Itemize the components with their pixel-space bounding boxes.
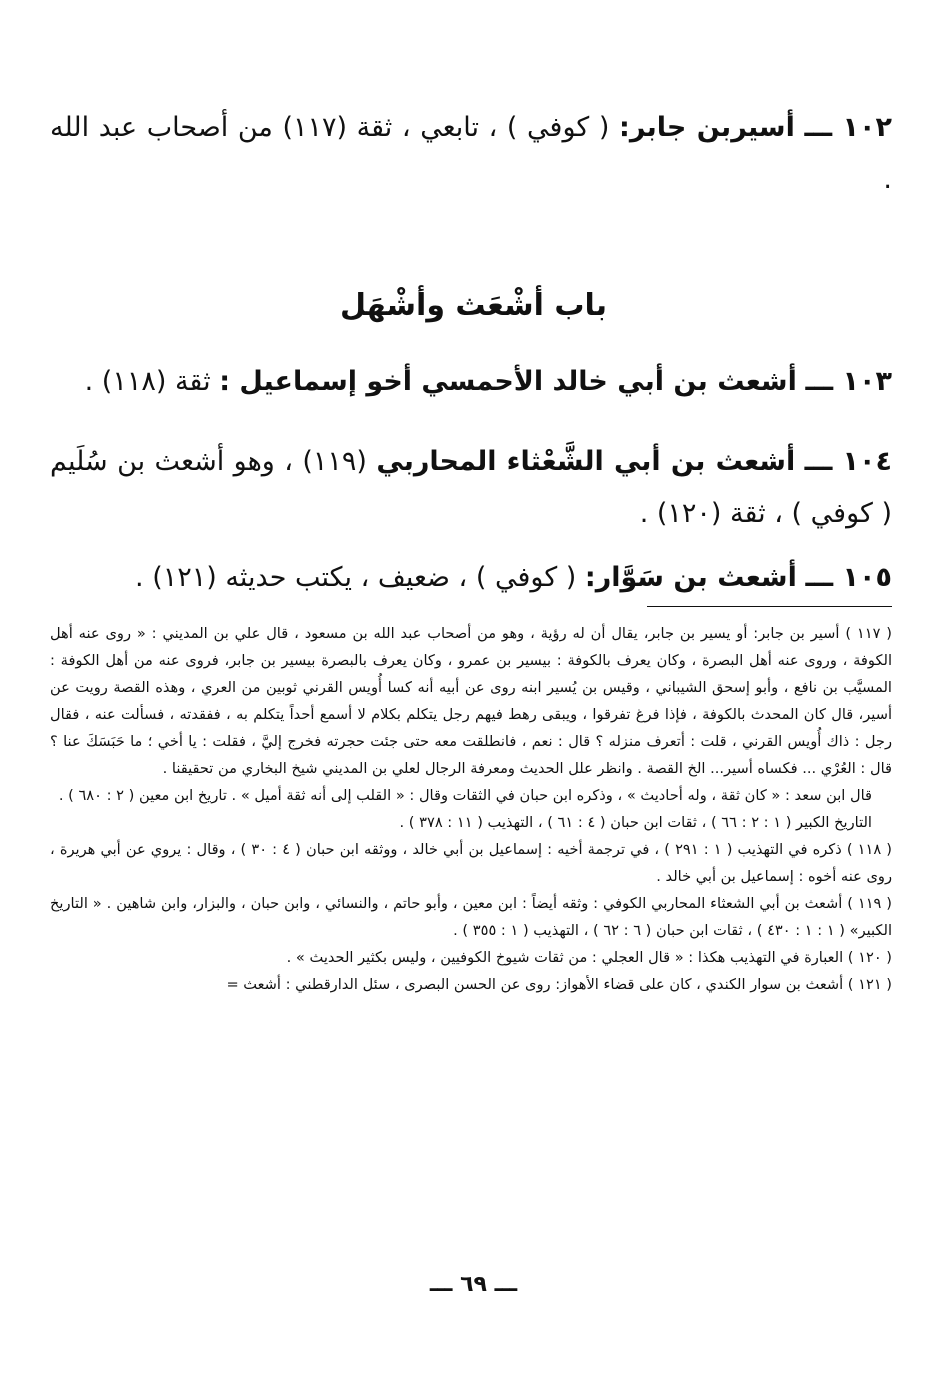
footnote-117: ( ١١٧ ) أسير بن جابر: أو يسير بن جابر، يقال أن له رؤية ، وهو من أصحاب عبد الله بن مسعود ، قال علي بن المديني : « روى عنه أهل الكوفة ، وروى عنه أهل البصرة ، وكان يعرف بالكوفة : بيسير بن عمرو ، وكان يعرف بالبصرة بيسير بن جابر، فروى عنه من أهل الكوفة : المسيَّب بن نافع ، وأبو إسحق الشيباني ، وقيس بن يُسير ابنه روى عن أبيه أنه كسا أُويس القرني ثوبين من العري ، وهذه القصة رويت عن أسير، قال كان المحدث بالكوفة ، فإذا فرغ تفرقوا ، ويبقى رهط فيهم رجل يتكلم بكلام لا أسمع أحداً يتكلم به ، ففقدته ، فسألت عنه ، فقال رجل : ذاك أُويس القرني ، قلت : أتعرف منزله ؟ قال : نعم ، فانطلقت معه حتى جئت حجرته فخرج إليَّ ، فقلت : يا أخي ؛ ما حَبَسَكَ عنا ؟ قال : العُرْي ... فكساه أسير... الخ القصة . وانظر علل الحديث ومعرفة الرجال لعلي بن المديني شيخ البخاري من تحقيقنا . <box>50 625 892 777</box>
footnote-separator <box>647 606 892 607</box>
footnote-117-continued: قال ابن سعد : « كان ثقة ، وله أحاديث » ، وذكره ابن حبان في الثقات وقال : « القلب إلى أنه ثقة أميل » . تاريخ ابن معين ( ٢ : ٦٨٠ ) . <box>58 787 872 804</box>
footnotes <box>50 620 892 998</box>
footnote-121: ( ١٢١ ) أشعث بن سوار الكندي ، كان على قضاء الأهواز: روى عن الحسن البصرى ، سئل الدارقطني : أشعث = <box>226 976 892 993</box>
entry-number: ١٠٥ ـــ <box>805 562 892 593</box>
entry-name: أشعث بن أبي الشَّعْثاء المحاربي <box>376 446 796 477</box>
entry-text: ( كوفي ) ، ضعيف ، يكتب حديثه (١٢١) . <box>135 562 577 593</box>
chapter-title: باب أشْعَث وأشْهَل <box>339 288 608 323</box>
footnote-118: ( ١١٨ ) ذكره في التهذيب ( ١ : ٢٩١ ) ، في ترجمة أخيه : إسماعيل بن أبي خالد ، ووثقه ابن حبان ( ٤ : ٣٠ ) ، وقال : يروي عن أبي هريرة ، روى عنه أخوه : إسماعيل بن أبي خالد . <box>50 841 892 885</box>
entry-number: ١٠٣ ـــ <box>805 366 892 397</box>
entry-text: ثقة (١١٨) . <box>84 366 211 397</box>
entry-104 <box>50 436 892 540</box>
entry-102 <box>50 102 892 206</box>
footnote-120: ( ١٢٠ ) العبارة في التهذيب هكذا : « قال العجلي : من ثقات شيوخ الكوفيين ، وليس بكثير الحديث » . <box>286 949 892 966</box>
entry-name: أشعث بن سَوَّار: <box>584 562 797 593</box>
entry-number: ١٠٢ ـــ <box>804 112 892 143</box>
entry-text: (١١٩) ، وهو أشعث بن سُلَيم ( كوفي ) ، ثقة (١٢٠) . <box>50 446 892 529</box>
page-number: ـــ ٦٩ ـــ <box>429 1272 518 1297</box>
footnote-119: ( ١١٩ ) أشعث بن أبي الشعثاء المحاربي الكوفي : وثقه أيضاً : ابن معين ، وأبو حاتم ، والنسائي ، وابن حبان ، والبزار، وابن شاهين . « التاريخ الكبير» ( ١ : ١ : ٤٣٠ ) ، ثقات ابن حبان ( ٦ : ٦٢ ) ، التهذيب ( ١ : ٣٥٥ ) . <box>50 895 892 939</box>
entry-105 <box>50 552 892 604</box>
footnote-117-references: التاريخ الكبير ( ١ : ٢ : ٦٦ ) ، ثقات ابن حبان ( ٤ : ٦١ ) ، التهذيب ( ١١ : ٣٧٨ ) . <box>399 814 872 831</box>
entry-name: أسيربن جابر: <box>619 112 795 143</box>
entry-103 <box>50 356 892 408</box>
entry-text: ( كوفي ) ، تابعي ، ثقة (١١٧) من أصحاب عبد الله . <box>50 112 892 195</box>
entry-number: ١٠٤ ـــ <box>804 446 892 477</box>
entry-name: أشعث بن أبي خالد الأحمسي أخو إسماعيل : <box>219 366 797 397</box>
